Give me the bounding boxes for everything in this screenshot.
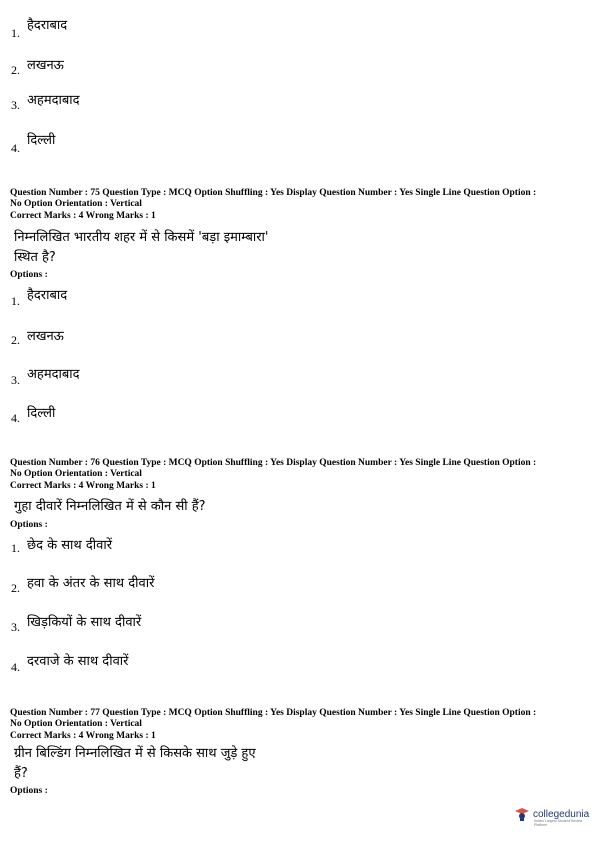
question-marks: Correct Marks : 4 Wrong Marks : 1 xyxy=(10,731,156,741)
graduate-cap-icon xyxy=(514,806,530,822)
question-text: हैं? xyxy=(14,766,28,781)
question-marks: Correct Marks : 4 Wrong Marks : 1 xyxy=(10,481,156,491)
option-text: दिल्ली xyxy=(27,133,56,148)
options-label: Options : xyxy=(10,270,48,280)
option-text: अहमदाबाद xyxy=(27,367,80,382)
options-label: Options : xyxy=(10,786,48,796)
option-text: हैदराबाद xyxy=(27,18,68,33)
option-text: दरवाजे के साथ दीवारें xyxy=(27,654,129,669)
question-text: स्थित है? xyxy=(14,250,56,265)
logo-tagline: India's Largest Student Review Platform xyxy=(534,819,583,827)
question-meta: No Option Orientation : Vertical xyxy=(10,719,142,729)
question-text: ग्रीन बिल्डिंग निम्नलिखित में से किसके साथ जुड़े हुए xyxy=(14,746,256,761)
option-number: 4. xyxy=(11,660,20,674)
option-number: 3. xyxy=(11,373,20,387)
option-text: दिल्ली xyxy=(27,406,56,421)
option-number: 2. xyxy=(11,581,20,595)
options-label: Options : xyxy=(10,520,48,530)
logo-name: collegedunia xyxy=(533,808,590,820)
question-text: निम्नलिखित भारतीय शहर में से किसमें 'बड़ा इमाम्बारा' xyxy=(14,230,269,245)
question-meta: No Option Orientation : Vertical xyxy=(10,199,142,209)
option-number: 2. xyxy=(11,63,20,77)
option-text: लखनऊ xyxy=(27,58,64,73)
option-number: 1. xyxy=(11,541,20,555)
question-marks: Correct Marks : 4 Wrong Marks : 1 xyxy=(10,211,156,221)
option-text: लखनऊ xyxy=(27,329,64,344)
option-number: 3. xyxy=(11,98,20,112)
question-meta: Question Number : 77 Question Type : MCQ Option Shuffling : Yes Display Question Number : Yes Single Line Question Option : xyxy=(10,708,537,718)
option-number: 3. xyxy=(11,620,20,634)
option-number: 1. xyxy=(11,26,20,40)
option-text: अहमदाबाद xyxy=(27,93,80,108)
option-number: 2. xyxy=(11,333,20,347)
question-meta: No Option Orientation : Vertical xyxy=(10,469,142,479)
option-number: 4. xyxy=(11,411,20,425)
option-text: खिड़कियों के साथ दीवारें xyxy=(27,615,142,630)
question-meta: Question Number : 75 Question Type : MCQ Option Shuffling : Yes Display Question Number : Yes Single Line Question Option : xyxy=(10,188,537,198)
option-number: 4. xyxy=(11,141,20,155)
question-text: गुहा दीवारें निम्नलिखित में से कौन सी हैं? xyxy=(14,499,206,514)
question-meta: Question Number : 76 Question Type : MCQ Option Shuffling : Yes Display Question Number : Yes Single Line Question Option : xyxy=(10,458,537,468)
option-text: हैदराबाद xyxy=(27,288,68,303)
option-text: हवा के अंतर के साथ दीवारें xyxy=(27,576,155,591)
option-number: 1. xyxy=(11,294,20,308)
option-text: छेद के साथ दीवारें xyxy=(27,538,113,553)
